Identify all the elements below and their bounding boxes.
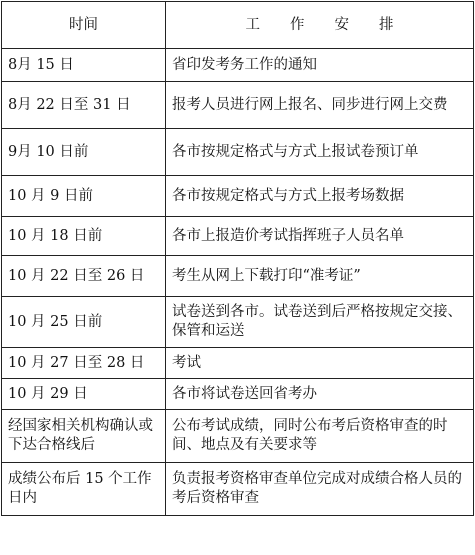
header-time	[2, 2, 166, 49]
header-work-char-3: 安	[334, 16, 349, 33]
table-row	[2, 348, 474, 379]
task-cell: 考试	[166, 348, 474, 379]
time-cell: 10 月 22 日至 26 日	[2, 256, 166, 297]
table-row	[2, 49, 474, 82]
time-cell: 10 月 25 日前	[2, 297, 166, 348]
task-cell: 各市按规定格式与方式上报考场数据	[166, 176, 474, 217]
schedule-table	[1, 1, 474, 516]
time-cell: 经国家相关机构确认或下达合格线后	[2, 410, 166, 463]
task-cell: 报考人员进行网上报名、同步进行网上交费	[166, 82, 474, 129]
header-work	[166, 2, 474, 49]
time-cell: 10 月 18 日前	[2, 217, 166, 256]
time-cell: 10 月 9 日前	[2, 176, 166, 217]
time-cell: 8月 22 日至 31 日	[2, 82, 166, 129]
table-row	[2, 129, 474, 176]
task-cell: 省印发考务工作的通知	[166, 49, 474, 82]
table-row	[2, 410, 474, 463]
header-time-char-1: 时	[69, 16, 84, 33]
task-cell: 试卷送到各市。试卷送到后严格按规定交接、保管和运送	[166, 297, 474, 348]
table-row	[2, 256, 474, 297]
header-work-char-1: 工	[245, 16, 260, 33]
table-row	[2, 379, 474, 410]
header-row	[2, 2, 474, 49]
table-row	[2, 463, 474, 516]
time-cell: 9月 10 日前	[2, 129, 166, 176]
table-row	[2, 82, 474, 129]
time-cell: 成绩公布后 15 个工作日内	[2, 463, 166, 516]
task-cell: 负责报考资格审查单位完成对成绩合格人员的考后资格审查	[166, 463, 474, 516]
header-time-char-2: 间	[83, 16, 98, 33]
time-cell: 8月 15 日	[2, 49, 166, 82]
time-cell: 10 月 29 日	[2, 379, 166, 410]
table-row	[2, 297, 474, 348]
task-cell: 各市将试卷送回省考办	[166, 379, 474, 410]
task-cell: 考生从网上下载打印“准考证”	[166, 256, 474, 297]
task-cell: 公布考试成绩，同时公布考后资格审查的时间、地点及有关要求等	[166, 410, 474, 463]
table-row	[2, 176, 474, 217]
task-cell: 各市上报造价考试指挥班子人员名单	[166, 217, 474, 256]
header-work-char-2: 作	[290, 16, 305, 33]
task-cell: 各市按规定格式与方式上报试卷预订单	[166, 129, 474, 176]
time-cell: 10 月 27 日至 28 日	[2, 348, 166, 379]
header-work-char-4: 排	[379, 16, 394, 33]
table-row	[2, 217, 474, 256]
